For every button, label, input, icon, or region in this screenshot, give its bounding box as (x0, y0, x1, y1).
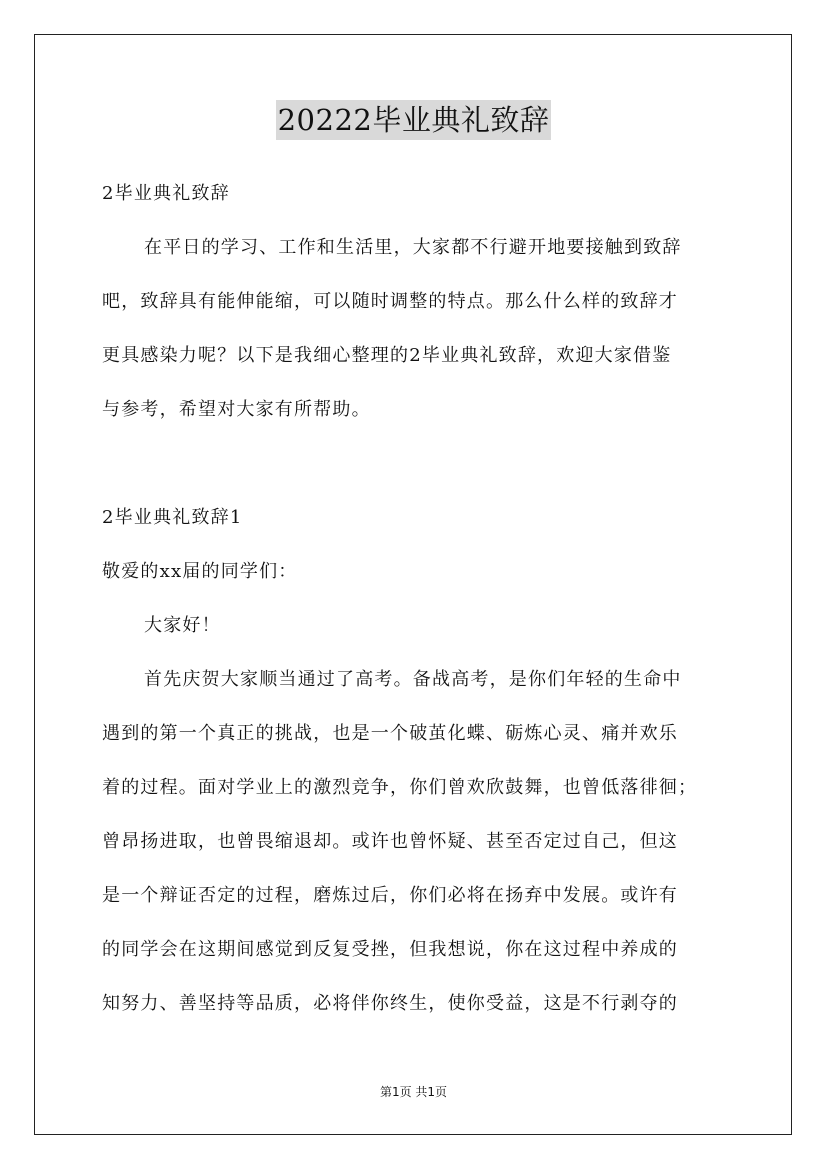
greeting: 大家好！ (144, 615, 221, 636)
document-title: 20222毕业典礼致辞 (276, 100, 552, 140)
paragraph-line: 知努力、善坚持等品质，必将伴你终生，使你受益，这是不行剥夺的 (102, 993, 678, 1014)
paragraph-line: 曾昂扬进取，也曾畏缩退却。或许也曾怀疑、甚至否定过自己，但这 (102, 831, 678, 852)
paragraph-line: 的同学会在这期间感觉到反复受挫，但我想说，你在这过程中养成的 (102, 939, 678, 960)
paragraph-line: 首先庆贺大家顺当通过了高考。备战高考，是你们年轻的生命中 (144, 669, 682, 690)
paragraph-line: 遇到的第一个真正的挑战，也是一个破茧化蝶、砺炼心灵、痛并欢乐 (102, 723, 678, 744)
subheading-intro: 2毕业典礼致辞 (102, 183, 230, 204)
title-container (0, 100, 827, 140)
paragraph-line: 在平日的学习、工作和生活里，大家都不行避开地要接触到致辞 (144, 237, 682, 258)
salutation: 敬爱的xx届的同学们： (102, 561, 298, 582)
paragraph-line: 与参考，希望对大家有所帮助。 (102, 399, 371, 420)
paragraph-line: 着的过程。面对学业上的激烈竞争，你们曾欢欣鼓舞，也曾低落徘徊； (102, 777, 698, 798)
section-heading: 2毕业典礼致辞1 (102, 507, 243, 528)
page-footer: 第1页 共1页 (379, 1085, 448, 1099)
paragraph-line: 吧，致辞具有能伸能缩，可以随时调整的特点。那么什么样的致辞才 (102, 291, 678, 312)
paragraph-line: 更具感染力呢？以下是我细心整理的2毕业典礼致辞，欢迎大家借鉴 (102, 345, 672, 366)
paragraph-line: 是一个辩证否定的过程，磨炼过后，你们必将在扬弃中发展。或许有 (102, 885, 678, 906)
